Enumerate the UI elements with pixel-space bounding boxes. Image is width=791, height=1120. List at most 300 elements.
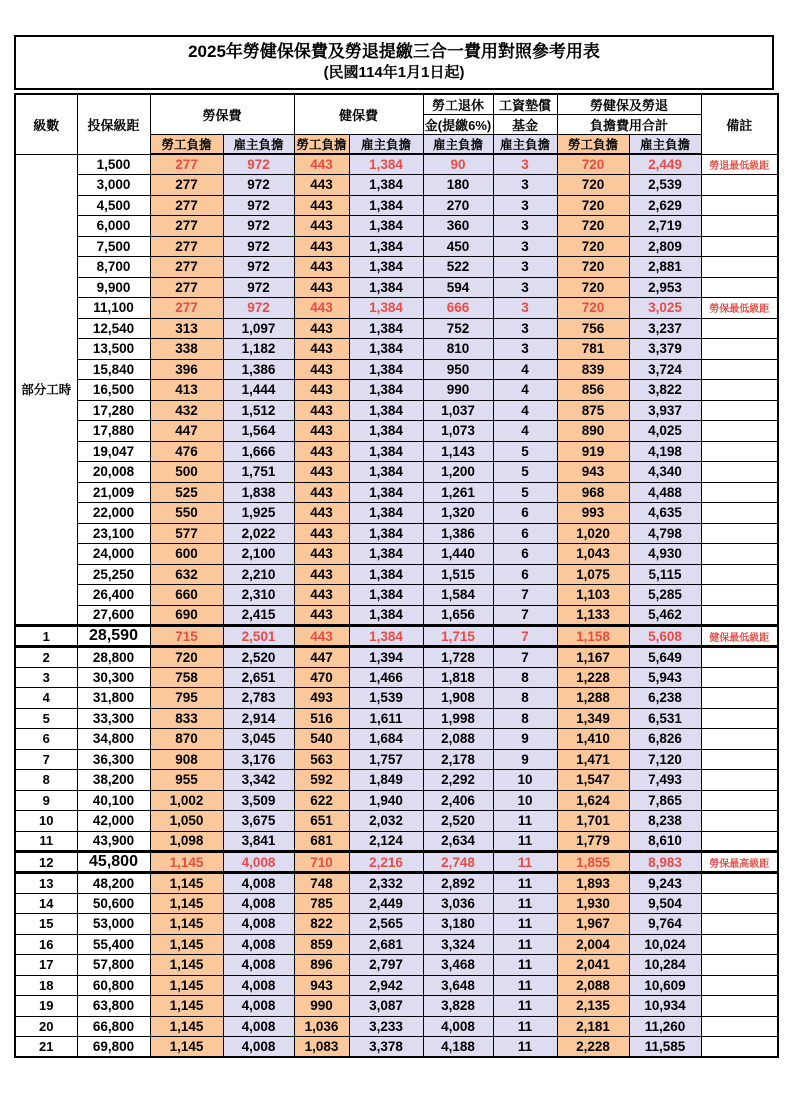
value-cell: 9: [493, 729, 557, 750]
table-row: [15, 523, 778, 544]
bracket-cell: 43,900: [77, 831, 150, 852]
value-cell: 1,037: [423, 400, 493, 421]
table-row: [15, 339, 778, 360]
value-cell: 2,501: [223, 626, 294, 647]
value-cell: 1,158: [557, 626, 629, 647]
value-cell: 4,340: [629, 462, 701, 483]
value-cell: 592: [294, 770, 349, 791]
value-cell: 6: [493, 503, 557, 524]
value-cell: 1,728: [423, 647, 493, 668]
value-cell: 1,624: [557, 790, 629, 811]
value-cell: 1,440: [423, 544, 493, 565]
table-row: [15, 893, 778, 914]
table-row: [15, 380, 778, 401]
value-cell: 1,020: [557, 523, 629, 544]
remark-cell: [701, 441, 778, 462]
value-cell: 443: [294, 195, 349, 216]
value-cell: 8: [493, 708, 557, 729]
value-cell: 720: [557, 195, 629, 216]
table-row: [15, 503, 778, 524]
value-cell: 3: [493, 175, 557, 196]
value-cell: 2,881: [629, 257, 701, 278]
remark-cell: [701, 647, 778, 668]
table-row: [15, 175, 778, 196]
level-cell: 18: [15, 975, 77, 996]
value-cell: 443: [294, 400, 349, 421]
value-cell: 1,384: [349, 523, 423, 544]
header-remark: 備註: [701, 94, 778, 154]
value-cell: 11: [493, 1037, 557, 1058]
remark-cell: [701, 770, 778, 791]
value-cell: 2,088: [557, 975, 629, 996]
remark-cell: [701, 790, 778, 811]
remark-cell: [701, 708, 778, 729]
value-cell: 11: [493, 893, 557, 914]
value-cell: 1,050: [150, 811, 223, 832]
value-cell: 443: [294, 462, 349, 483]
value-cell: 3,724: [629, 359, 701, 380]
bracket-cell: 57,800: [77, 955, 150, 976]
value-cell: 758: [150, 667, 223, 688]
value-cell: 660: [150, 585, 223, 606]
value-cell: 785: [294, 893, 349, 914]
value-cell: 972: [223, 195, 294, 216]
remark-cell: [701, 216, 778, 237]
value-cell: 2,748: [423, 852, 493, 873]
table-row: [15, 195, 778, 216]
value-cell: 1,611: [349, 708, 423, 729]
value-cell: 1,838: [223, 482, 294, 503]
value-cell: 470: [294, 667, 349, 688]
value-cell: 870: [150, 729, 223, 750]
value-cell: 896: [294, 955, 349, 976]
value-cell: 720: [557, 257, 629, 278]
header-pension-line1: 勞工退休: [423, 94, 493, 115]
header-total-line1: 勞健保及勞退: [557, 94, 701, 115]
value-cell: 1,925: [223, 503, 294, 524]
value-cell: 2,651: [223, 667, 294, 688]
value-cell: 4,025: [629, 421, 701, 442]
value-cell: 4,008: [423, 1016, 493, 1037]
value-cell: 1,384: [349, 400, 423, 421]
value-cell: 972: [223, 277, 294, 298]
value-cell: 1,384: [349, 462, 423, 483]
table-row: [15, 154, 778, 175]
value-cell: 4: [493, 380, 557, 401]
value-cell: 1,002: [150, 790, 223, 811]
value-cell: 690: [150, 605, 223, 626]
value-cell: 752: [423, 318, 493, 339]
header-employer-share: 雇主負擔: [223, 135, 294, 155]
value-cell: 1,073: [423, 421, 493, 442]
remark-cell: [701, 359, 778, 380]
value-cell: 810: [423, 339, 493, 360]
value-cell: 1,656: [423, 605, 493, 626]
value-cell: 277: [150, 175, 223, 196]
level-cell: 5: [15, 708, 77, 729]
value-cell: 1,200: [423, 462, 493, 483]
value-cell: 1,145: [150, 1037, 223, 1058]
bracket-cell: 24,000: [77, 544, 150, 565]
value-cell: 3,342: [223, 770, 294, 791]
value-cell: 972: [223, 298, 294, 319]
value-cell: 1,701: [557, 811, 629, 832]
value-cell: 180: [423, 175, 493, 196]
value-cell: 10: [493, 770, 557, 791]
value-cell: 822: [294, 914, 349, 935]
table-row: [15, 749, 778, 770]
value-cell: 2,310: [223, 585, 294, 606]
value-cell: 7,865: [629, 790, 701, 811]
value-cell: 795: [150, 688, 223, 709]
value-cell: 9,504: [629, 893, 701, 914]
value-cell: 7,493: [629, 770, 701, 791]
level-cell: 11: [15, 831, 77, 852]
remark-cell: [701, 503, 778, 524]
value-cell: 1,384: [349, 585, 423, 606]
remark-cell: [701, 873, 778, 894]
value-cell: 443: [294, 298, 349, 319]
remark-cell: [701, 1016, 778, 1037]
value-cell: 8,610: [629, 831, 701, 852]
bracket-cell: 63,800: [77, 996, 150, 1017]
level-cell: 8: [15, 770, 77, 791]
value-cell: 5,115: [629, 564, 701, 585]
value-cell: 11: [493, 914, 557, 935]
remark-cell: [701, 195, 778, 216]
table-row: [15, 852, 778, 873]
value-cell: 1,444: [223, 380, 294, 401]
value-cell: 2,719: [629, 216, 701, 237]
value-cell: 1,384: [349, 380, 423, 401]
value-cell: 2,088: [423, 729, 493, 750]
bracket-cell: 3,000: [77, 175, 150, 196]
bracket-cell: 48,200: [77, 873, 150, 894]
value-cell: 2,100: [223, 544, 294, 565]
value-cell: 2,004: [557, 934, 629, 955]
value-cell: 3: [493, 216, 557, 237]
value-cell: 1,145: [150, 852, 223, 873]
value-cell: 6,238: [629, 688, 701, 709]
value-cell: 443: [294, 359, 349, 380]
value-cell: 10,284: [629, 955, 701, 976]
value-cell: 2,520: [223, 647, 294, 668]
value-cell: 10,024: [629, 934, 701, 955]
value-cell: 5: [493, 462, 557, 483]
value-cell: 11: [493, 996, 557, 1017]
header-employer-share: 雇主負擔: [349, 135, 423, 155]
value-cell: 1,940: [349, 790, 423, 811]
header-wage-fund-line1: 工資墊償: [493, 94, 557, 115]
value-cell: 277: [150, 216, 223, 237]
remark-cell: 勞退最低級距: [701, 154, 778, 175]
bracket-cell: 55,400: [77, 934, 150, 955]
value-cell: 972: [223, 257, 294, 278]
value-cell: 443: [294, 523, 349, 544]
value-cell: 2,181: [557, 1016, 629, 1037]
value-cell: 2,449: [349, 893, 423, 914]
value-cell: 1,384: [349, 564, 423, 585]
value-cell: 2,292: [423, 770, 493, 791]
value-cell: 396: [150, 359, 223, 380]
value-cell: 1,145: [150, 955, 223, 976]
header-bracket: 投保級距: [77, 94, 150, 154]
value-cell: 11,585: [629, 1037, 701, 1058]
level-cell: 20: [15, 1016, 77, 1037]
value-cell: 11: [493, 955, 557, 976]
value-cell: 5,462: [629, 605, 701, 626]
level-cell: 12: [15, 852, 77, 873]
value-cell: 2,178: [423, 749, 493, 770]
value-cell: 1,386: [223, 359, 294, 380]
header-employer-share: 雇主負擔: [629, 135, 701, 155]
table-row: [15, 585, 778, 606]
value-cell: 972: [223, 154, 294, 175]
bracket-cell: 9,900: [77, 277, 150, 298]
header-employee-share: 勞工負擔: [557, 135, 629, 155]
value-cell: 443: [294, 236, 349, 257]
value-cell: 6: [493, 544, 557, 565]
level-cell: 10: [15, 811, 77, 832]
level-cell: 13: [15, 873, 77, 894]
header-labor-insurance: 勞保費: [150, 94, 294, 135]
value-cell: 1,320: [423, 503, 493, 524]
value-cell: 1,145: [150, 893, 223, 914]
value-cell: 9,764: [629, 914, 701, 935]
bracket-cell: 4,500: [77, 195, 150, 216]
value-cell: 5,943: [629, 667, 701, 688]
value-cell: 1,715: [423, 626, 493, 647]
value-cell: 781: [557, 339, 629, 360]
value-cell: 950: [423, 359, 493, 380]
value-cell: 3,045: [223, 729, 294, 750]
value-cell: 1,384: [349, 421, 423, 442]
value-cell: 4,188: [423, 1037, 493, 1058]
value-cell: 4,008: [223, 852, 294, 873]
bracket-cell: 31,800: [77, 688, 150, 709]
value-cell: 1,779: [557, 831, 629, 852]
bracket-cell: 19,047: [77, 441, 150, 462]
value-cell: 1,167: [557, 647, 629, 668]
remark-cell: [701, 975, 778, 996]
level-cell: 17: [15, 955, 77, 976]
bracket-cell: 17,280: [77, 400, 150, 421]
table-row: [15, 298, 778, 319]
value-cell: 3,648: [423, 975, 493, 996]
value-cell: 1,145: [150, 873, 223, 894]
value-cell: 2,216: [349, 852, 423, 873]
value-cell: 3: [493, 257, 557, 278]
value-cell: 2,629: [629, 195, 701, 216]
value-cell: 1,410: [557, 729, 629, 750]
value-cell: 4: [493, 421, 557, 442]
value-cell: 3,036: [423, 893, 493, 914]
value-cell: 1,855: [557, 852, 629, 873]
value-cell: 720: [150, 647, 223, 668]
bracket-cell: 17,880: [77, 421, 150, 442]
table-row: [15, 688, 778, 709]
remark-cell: [701, 1037, 778, 1058]
value-cell: 313: [150, 318, 223, 339]
value-cell: 1,384: [349, 503, 423, 524]
value-cell: 2,022: [223, 523, 294, 544]
level-cell: 3: [15, 667, 77, 688]
remark-cell: [701, 996, 778, 1017]
value-cell: 1,384: [349, 544, 423, 565]
table-row: [15, 236, 778, 257]
value-cell: 500: [150, 462, 223, 483]
value-cell: 1,849: [349, 770, 423, 791]
value-cell: 9: [493, 749, 557, 770]
table-row: [15, 975, 778, 996]
remark-cell: [701, 482, 778, 503]
value-cell: 2,565: [349, 914, 423, 935]
level-cell: 16: [15, 934, 77, 955]
bracket-cell: 15,840: [77, 359, 150, 380]
value-cell: 7,120: [629, 749, 701, 770]
bracket-cell: 8,700: [77, 257, 150, 278]
value-cell: 1,466: [349, 667, 423, 688]
table-row: [15, 257, 778, 278]
remark-cell: [701, 729, 778, 750]
header-health-insurance: 健保費: [294, 94, 423, 135]
value-cell: 4,798: [629, 523, 701, 544]
value-cell: 4,008: [223, 1037, 294, 1058]
value-cell: 522: [423, 257, 493, 278]
value-cell: 11: [493, 831, 557, 852]
table-row: [15, 441, 778, 462]
bracket-cell: 34,800: [77, 729, 150, 750]
value-cell: 5,285: [629, 585, 701, 606]
bracket-cell: 36,300: [77, 749, 150, 770]
value-cell: 955: [150, 770, 223, 791]
value-cell: 3,822: [629, 380, 701, 401]
value-cell: 4,008: [223, 1016, 294, 1037]
value-cell: 2,041: [557, 955, 629, 976]
value-cell: 2,449: [629, 154, 701, 175]
value-cell: 720: [557, 175, 629, 196]
value-cell: 1,998: [423, 708, 493, 729]
value-cell: 11: [493, 852, 557, 873]
bracket-cell: 27,600: [77, 605, 150, 626]
table-row: [15, 996, 778, 1017]
table-row: [15, 626, 778, 647]
value-cell: 1,967: [557, 914, 629, 935]
value-cell: 2,210: [223, 564, 294, 585]
bracket-cell: 28,590: [77, 626, 150, 647]
value-cell: 856: [557, 380, 629, 401]
value-cell: 3,828: [423, 996, 493, 1017]
level-cell: 15: [15, 914, 77, 935]
value-cell: 1,818: [423, 667, 493, 688]
bracket-cell: 13,500: [77, 339, 150, 360]
value-cell: 443: [294, 564, 349, 585]
value-cell: 1,384: [349, 195, 423, 216]
value-cell: 11: [493, 873, 557, 894]
value-cell: 9,243: [629, 873, 701, 894]
value-cell: 11: [493, 975, 557, 996]
bracket-cell: 69,800: [77, 1037, 150, 1058]
bracket-cell: 12,540: [77, 318, 150, 339]
header-pension-line2: 金(提繳6%): [423, 115, 493, 135]
value-cell: 3,087: [349, 996, 423, 1017]
value-cell: 1,384: [349, 339, 423, 360]
bracket-cell: 26,400: [77, 585, 150, 606]
value-cell: 666: [423, 298, 493, 319]
value-cell: 563: [294, 749, 349, 770]
table-row: [15, 318, 778, 339]
bracket-cell: 60,800: [77, 975, 150, 996]
value-cell: 3,841: [223, 831, 294, 852]
value-cell: 3,233: [349, 1016, 423, 1037]
remark-cell: [701, 667, 778, 688]
value-cell: 277: [150, 195, 223, 216]
value-cell: 651: [294, 811, 349, 832]
value-cell: 1,908: [423, 688, 493, 709]
remark-cell: [701, 421, 778, 442]
value-cell: 3: [493, 154, 557, 175]
value-cell: 2,797: [349, 955, 423, 976]
header-employee-share: 勞工負擔: [150, 135, 223, 155]
table-row: [15, 1016, 778, 1037]
value-cell: 720: [557, 154, 629, 175]
value-cell: 8: [493, 688, 557, 709]
value-cell: 1,384: [349, 482, 423, 503]
value-cell: 1,512: [223, 400, 294, 421]
value-cell: 443: [294, 175, 349, 196]
value-cell: 1,083: [294, 1037, 349, 1058]
value-cell: 1,143: [423, 441, 493, 462]
remark-cell: [701, 400, 778, 421]
value-cell: 493: [294, 688, 349, 709]
bracket-cell: 40,100: [77, 790, 150, 811]
value-cell: 3: [493, 277, 557, 298]
value-cell: 1,547: [557, 770, 629, 791]
value-cell: 443: [294, 421, 349, 442]
value-cell: 1,384: [349, 236, 423, 257]
value-cell: 622: [294, 790, 349, 811]
value-cell: 632: [150, 564, 223, 585]
value-cell: 2,135: [557, 996, 629, 1017]
value-cell: 972: [223, 216, 294, 237]
remark-cell: [701, 277, 778, 298]
value-cell: 720: [557, 277, 629, 298]
remark-cell: [701, 585, 778, 606]
remark-cell: [701, 914, 778, 935]
value-cell: 5,608: [629, 626, 701, 647]
table-row: [15, 955, 778, 976]
value-cell: 720: [557, 298, 629, 319]
value-cell: 4,930: [629, 544, 701, 565]
table-row: [15, 1037, 778, 1058]
value-cell: 2,539: [629, 175, 701, 196]
value-cell: 11: [493, 934, 557, 955]
value-cell: 8,983: [629, 852, 701, 873]
value-cell: 4,488: [629, 482, 701, 503]
value-cell: 4,008: [223, 955, 294, 976]
bracket-cell: 30,300: [77, 667, 150, 688]
value-cell: 1,471: [557, 749, 629, 770]
value-cell: 859: [294, 934, 349, 955]
value-cell: 3: [493, 195, 557, 216]
value-cell: 3,937: [629, 400, 701, 421]
table-row: [15, 605, 778, 626]
bracket-cell: 22,000: [77, 503, 150, 524]
value-cell: 1,757: [349, 749, 423, 770]
value-cell: 1,145: [150, 934, 223, 955]
value-cell: 2,520: [423, 811, 493, 832]
value-cell: 4,008: [223, 914, 294, 935]
